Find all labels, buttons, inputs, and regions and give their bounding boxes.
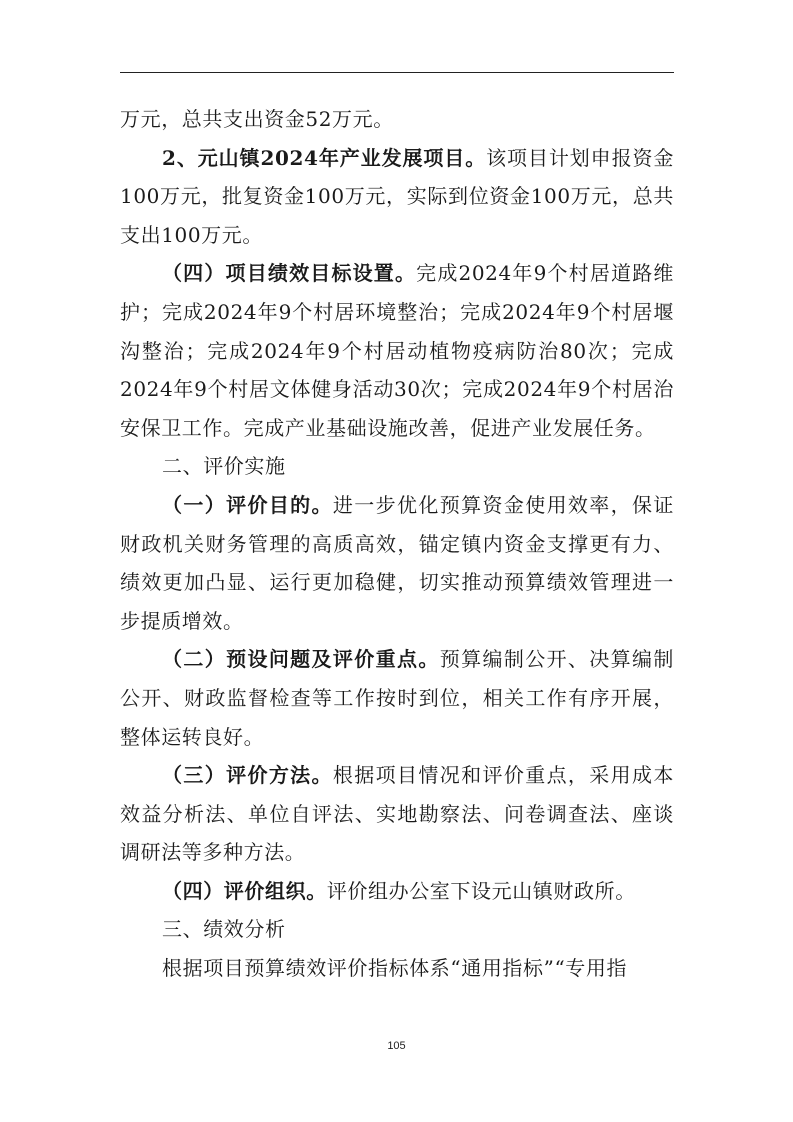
paragraph-lead: （三）评价方法。 (162, 763, 333, 788)
section-heading: 三、绩效分析 (162, 917, 286, 942)
section-heading: 二、评价实施 (162, 454, 286, 479)
paragraph: （四）项目绩效目标设置。完成2024年9个村居道路维护；完成2024年9个村居环境整治；完成2024年9个村居堰沟整治；完成2024年9个村居动植物疫病防治80次；完成2024年9个村居文体健身活动30次；完成2024年9个村居治安保卫工作。完成产业基础设施改善，促进产业发展任务。 (120, 261, 674, 440)
paragraph-lead: 2、元山镇2024年产业发展项目。 (162, 145, 487, 170)
paragraph: 根据项目预算绩效评价指标体系“通用指标”“专用指 (162, 956, 628, 981)
paragraph: （三）评价方法。根据项目情况和评价重点，采用成本效益分析法、单位自评法、实地勘察法、问卷调查法、座谈调研法等多种方法。 (120, 763, 674, 865)
paragraph: （二）预设问题及评价重点。预算编制公开、决算编制公开、财政监督检查等工作按时到位，相关工作有序开展，整体运转良好。 (120, 647, 674, 749)
paragraph: 2、元山镇2024年产业发展项目。该项目计划申报资金100万元，批复资金100万元，实际到位资金100万元，总共支出100万元。 (120, 145, 675, 247)
paragraph: 万元，总共支出资金52万元。 (120, 107, 394, 131)
page-number: 105 (387, 1040, 406, 1052)
paragraph-lead: （二）预设问题及评价重点。 (162, 647, 440, 672)
paragraph-lead: （四）项目绩效目标设置。 (162, 261, 417, 286)
paragraph: （一）评价目的。进一步优化预算资金使用效率，保证财政机关财务管理的高质高效，锚定镇内资金支撑更有力、绩效更加凸显、运行更加稳健，切实推动预算绩效管理进一步提质增效。 (120, 492, 674, 633)
paragraph-lead: （四）评价组织。 (162, 878, 327, 903)
paragraph-lead: （一）评价目的。 (162, 492, 333, 517)
document-body (120, 100, 674, 988)
paragraph: （四）评价组织。评价组办公室下设元山镇财政所。 (162, 878, 636, 903)
header-rule (120, 72, 674, 73)
